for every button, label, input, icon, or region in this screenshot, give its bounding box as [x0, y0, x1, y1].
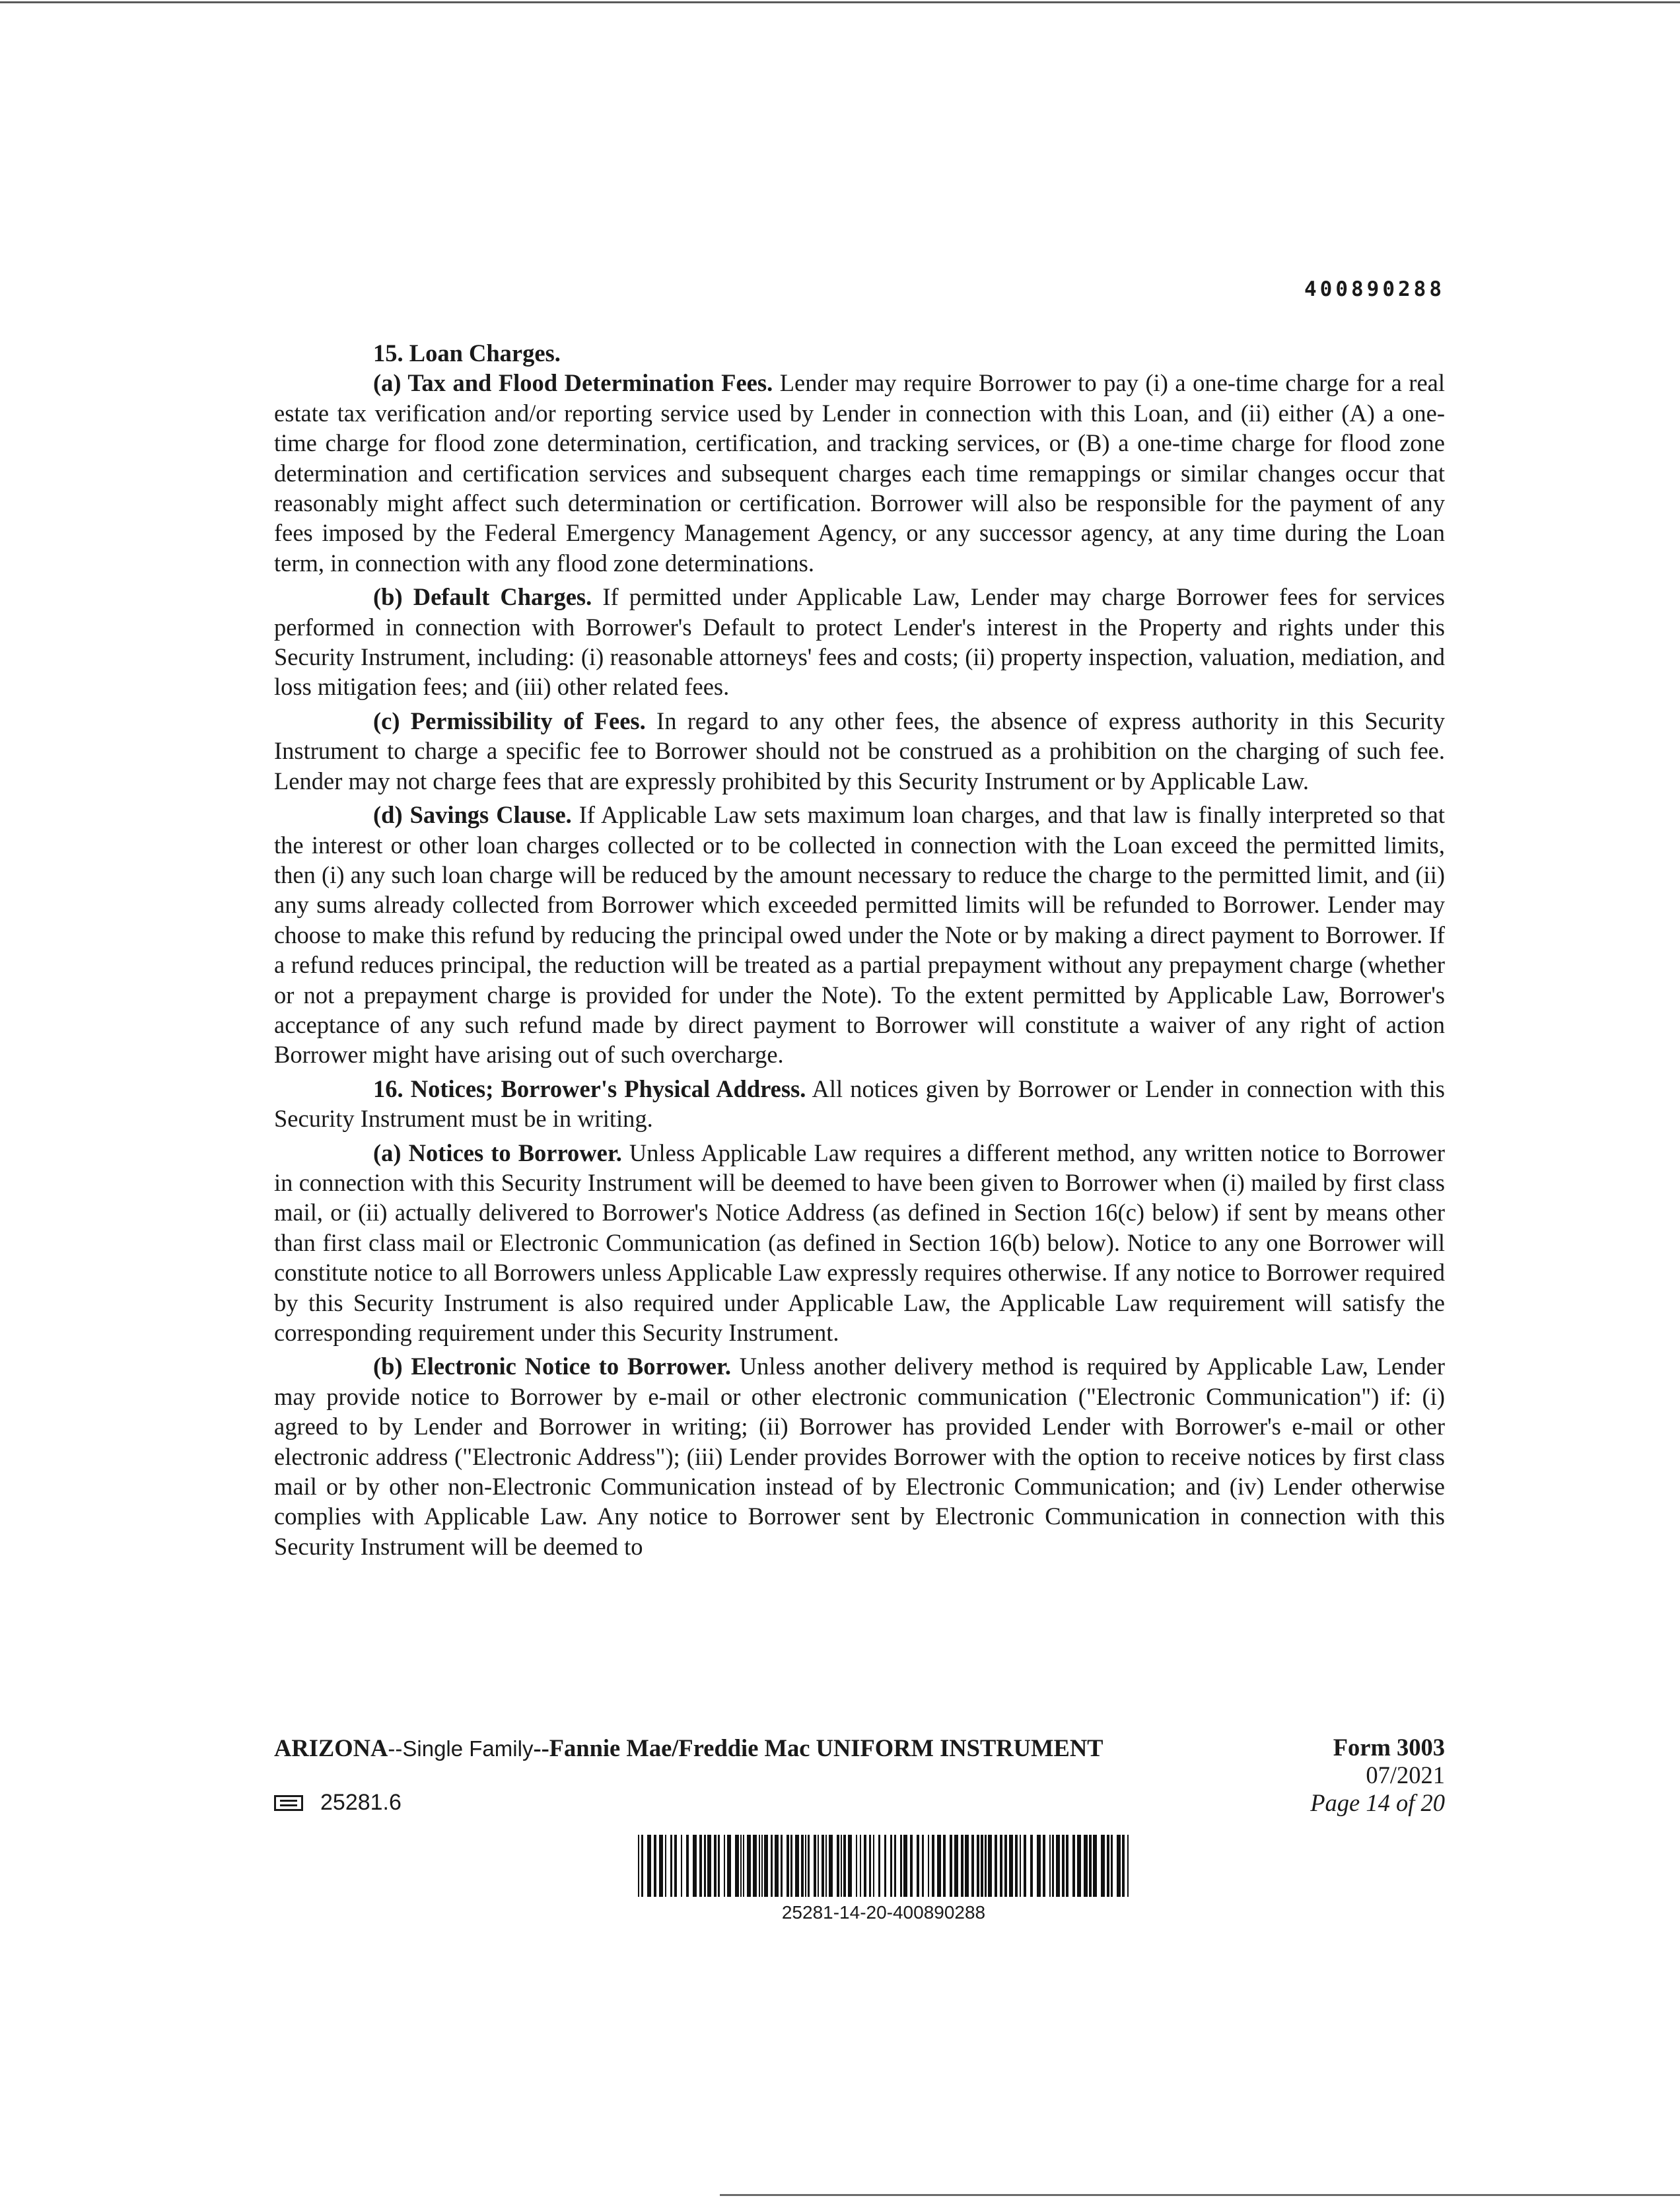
footer-doc-code [274, 1790, 402, 1816]
barcode-bar [884, 1835, 886, 1897]
footer-form-number: Form 3003 [1333, 1734, 1445, 1761]
barcode-bar [808, 1835, 810, 1897]
barcode-bar [1037, 1835, 1041, 1897]
barcode-bar [818, 1835, 819, 1897]
barcode-bar [759, 1835, 760, 1897]
barcode [638, 1835, 1129, 1897]
section-16-paragraph [274, 1074, 1445, 1134]
barcode-bar [878, 1835, 880, 1897]
barcode-bar [1015, 1835, 1018, 1897]
barcode-bar [1111, 1835, 1113, 1897]
barcode-bar [647, 1835, 651, 1897]
barcode-bar [670, 1835, 672, 1897]
barcode-bar [747, 1835, 751, 1897]
barcode-bar [1072, 1835, 1075, 1897]
barcode-bar [843, 1835, 846, 1897]
barcode-bar [943, 1835, 946, 1897]
barcode-bar [922, 1835, 924, 1897]
barcode-bar [641, 1835, 643, 1897]
section-15a-text: Lender may require Borrower to pay (i) a one-time charge for a real estate tax verification and/or reporting service used by Lender in connection with this Loan, and (ii) either (A) a one-time charge for flood zone determination, certification, and tracking services, or (B) a one-time charge for flood zone determination and certification services and subsequent charges each time remappings or similar changes occur that reasonably might affect such determination or certification. Borrower will also be responsible for the payment of any fees imposed by the Federal Emergency Management Agency, or any successor agency, at any time during the Loan term, in connection with any flood zone determinations. [274, 369, 1446, 577]
barcode-bar [825, 1835, 827, 1897]
document-body [274, 338, 1445, 1561]
barcode-bar [718, 1835, 720, 1897]
barcode-bar [1000, 1835, 1002, 1897]
barcode-bar [1084, 1835, 1088, 1897]
barcode-bar [753, 1835, 757, 1897]
barcode-bar [654, 1835, 656, 1897]
barcode-bar [699, 1835, 702, 1897]
section-16b-text: Unless another delivery method is required by Applicable Law, Lender may provide notice to Borrower by e-mail or other electronic communication ("Electronic Communication") if: (i) agreed to by Lender and Borrower in writing; (ii) Borrower has provided Lender with Borrower's e-mail or other electronic address ("Electronic Address"); (iii) Lender provides Borrower with the option to receive notices by first class mail or by other non-Electronic Communication instead of by Electronic Communication; and (iv) Lender otherwise complies with Applicable Law. Any notice to Borrower sent by Electronic Communication in connection with this Security Instrument will be deemed to [274, 1353, 1445, 1560]
barcode-bar [1093, 1835, 1097, 1897]
section-16b-paragraph [274, 1351, 1445, 1561]
barcode-bar [1066, 1835, 1068, 1897]
section-15d-paragraph [274, 800, 1445, 1070]
barcode-bar [638, 1835, 639, 1897]
barcode-bar [917, 1835, 919, 1897]
barcode-bar [1062, 1835, 1065, 1897]
barcode-bar [837, 1835, 839, 1897]
barcode-bar [965, 1835, 969, 1897]
barcode-bar [937, 1835, 941, 1897]
barcode-bar [1127, 1835, 1129, 1897]
barcode-bar [903, 1835, 907, 1897]
barcode-bar [707, 1835, 711, 1897]
barcode-bar [954, 1835, 958, 1897]
barcode-bar [801, 1835, 804, 1897]
barcode-bar [894, 1835, 896, 1897]
footer-family: Single Family [402, 1736, 534, 1761]
barcode-bar [864, 1835, 866, 1897]
barcode-bar [932, 1835, 934, 1897]
loan-number: 400890288 [1304, 277, 1445, 301]
barcode-text: 25281-14-20-400890288 [781, 1902, 986, 1923]
barcode-bar [873, 1835, 874, 1897]
barcode-bar [740, 1835, 742, 1897]
barcode-bar [724, 1835, 725, 1897]
barcode-bar [714, 1835, 717, 1897]
barcode-bar [771, 1835, 773, 1897]
footer-state: ARIZONA [274, 1734, 388, 1761]
barcode-bar [829, 1835, 833, 1897]
barcode-bar [686, 1835, 689, 1897]
barcode-bar [1089, 1835, 1092, 1897]
section-16a-title: (a) Notices to Borrower. [373, 1139, 622, 1166]
barcode-bar [822, 1835, 824, 1897]
barcode-bar [761, 1835, 763, 1897]
barcode-bar [988, 1835, 992, 1897]
section-16b-title: (b) Electronic Notice to Borrower. [373, 1353, 731, 1380]
barcode-bar [1009, 1835, 1013, 1897]
cx-logo-icon [274, 1795, 303, 1811]
barcode-bar [1101, 1835, 1105, 1897]
barcode-bar [1024, 1835, 1026, 1897]
footer-sep-2: -- [533, 1734, 549, 1761]
barcode-bar [860, 1835, 861, 1897]
section-16a-text: Unless Applicable Law requires a different method, any written notice to Borrower in connection with this Security Instrument will be deemed to have been given to Borrower when (i) mailed by first class mail, or (ii) actually delivered to Borrower's Notice Address (as defined in Section 16(c) below) if sent by means other than first class mail or Electronic Communication (as defined in Section 16(b) below). Notice to any one Borrower will constitute notice to all Borrowers unless Applicable Law expressly requires otherwise. If any notice to Borrower required by this Security Instrument is also required under Applicable Law, the Applicable Law requirement will satisfy the corresponding requirement under this Security Instrument. [274, 1139, 1445, 1346]
barcode-bar [869, 1835, 871, 1897]
footer-form-date: 07/2021 [1366, 1761, 1445, 1789]
section-16a-paragraph [274, 1138, 1445, 1348]
barcode-bar [1077, 1835, 1081, 1897]
barcode-bar [795, 1835, 799, 1897]
section-15-heading: 15. Loan Charges. [373, 339, 561, 367]
section-15b-text: If permitted under Applicable Law, Lender may charge Borrower fees for services performed in connection with Borrower's Default to protect Lender's interest in the Property and rights under this Security Instrument, including: (i) reasonable attorneys' fees and costs; (ii) property inspection, valuation, mediation, and loss mitigation fees; and (iii) other related fees. [274, 583, 1446, 701]
barcode-bar [961, 1835, 963, 1897]
barcode-bar [1030, 1835, 1033, 1897]
footer-doc-code-text: 25281.6 [320, 1790, 402, 1815]
barcode-bar [910, 1835, 913, 1897]
barcode-bar [659, 1835, 663, 1897]
footer-form-title [274, 1734, 1103, 1762]
barcode-bar [814, 1835, 816, 1897]
barcode-bar [790, 1835, 792, 1897]
barcode-bar [665, 1835, 666, 1897]
footer-sep-1: -- [388, 1736, 403, 1761]
barcode-bar [805, 1835, 806, 1897]
barcode-bar [995, 1835, 997, 1897]
barcode-bar [775, 1835, 779, 1897]
barcode-bar [971, 1835, 974, 1897]
barcode-bar [735, 1835, 739, 1897]
barcode-bar [1004, 1835, 1007, 1897]
section-16-title: 16. Notices; Borrower's Physical Address. [373, 1075, 806, 1102]
barcode-bar [1122, 1835, 1125, 1897]
barcode-bar [787, 1835, 789, 1897]
barcode-bar [848, 1835, 852, 1897]
section-15c-paragraph [274, 706, 1445, 796]
section-16-text: All notices given by Borrower or Lender in connection with this Security Instrument must be in writing. [274, 1075, 1445, 1133]
footer-form-info [1310, 1734, 1445, 1817]
barcode-bar [1043, 1835, 1045, 1897]
barcode-bar [781, 1835, 783, 1897]
section-15c-title: (c) Permissibility of Fees. [373, 707, 646, 734]
footer-instrument: Fannie Mae/Freddie Mac UNIFORM INSTRUMENT [549, 1734, 1103, 1761]
barcode-bar [985, 1835, 987, 1897]
section-15b-paragraph [274, 582, 1445, 702]
barcode-bar [681, 1835, 682, 1897]
barcode-bar [743, 1835, 744, 1897]
barcode-bar [977, 1835, 979, 1897]
barcode-bar [1117, 1835, 1121, 1897]
barcode-bar [950, 1835, 952, 1897]
section-15d-text: If Applicable Law sets maximum loan charges, and that law is finally interpreted so that the interest or other loan charges collected or to be collected in connection with the Loan exceed the permitted limits, then (i) any such loan charge will be reduced by the amount necessary to reduce the charge to the permitted limit, and (ii) any sums already collected from Borrower which exceeded permitted limits will be refunded to Borrower. Lender may choose to make this refund by reducing the principal owed under the Note or by making a direct payment to Borrower. If a refund reduces principal, the reduction will be treated as a partial prepayment without any prepayment charge (whether or not a prepayment charge is provided for under the Note). To the extent permitted by Applicable Law, Borrower's acceptance of any such refund made by direct payment to Borrower will constitute a waiver of any right of action Borrower might have arising out of such overcharge. [274, 801, 1445, 1069]
barcode-bar [704, 1835, 706, 1897]
barcode-bar [981, 1835, 983, 1897]
section-15d-title: (d) Savings Clause. [373, 801, 572, 829]
section-15c-text: In regard to any other fees, the absence of express authority in this Security Instrument to charge a specific fee to Borrower should not be construed as a prohibition on the charging of such fee. Lender may not charge fees that are expressly prohibited by this Security Instrument or by Applicable Law. [274, 707, 1445, 795]
barcode-bar [1107, 1835, 1109, 1897]
section-15b-title: (b) Default Charges. [373, 583, 592, 611]
barcode-bar [1020, 1835, 1021, 1897]
barcode-bar [1056, 1835, 1060, 1897]
section-15a-title: (a) Tax and Flood Determination Fees. [373, 369, 773, 397]
barcode-bar [1052, 1835, 1054, 1897]
footer-page-number: Page 14 of 20 [1310, 1789, 1445, 1816]
barcode-bar [900, 1835, 902, 1897]
section-15a-paragraph [274, 368, 1445, 578]
barcode-bar [674, 1835, 677, 1897]
barcode-bar [928, 1835, 929, 1897]
barcode-bar [1049, 1835, 1051, 1897]
barcode-bar [727, 1835, 731, 1897]
barcode-bar [693, 1835, 697, 1897]
barcode-bar [890, 1835, 892, 1897]
barcode-bar [764, 1835, 768, 1897]
barcode-bar [841, 1835, 842, 1897]
top-scan-edge [0, 1, 1680, 3]
barcode-bar [856, 1835, 857, 1897]
bottom-scan-edge [720, 2194, 1680, 2196]
